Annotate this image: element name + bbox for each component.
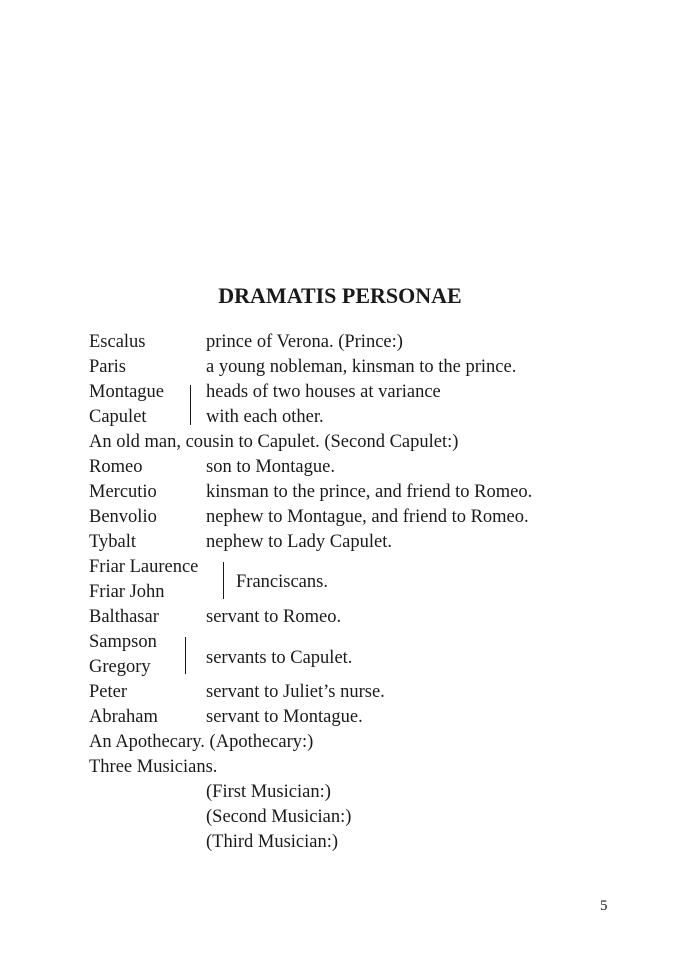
- character-description: nephew to Montague, and friend to Romeo.: [206, 507, 529, 527]
- grouping-bracket: [185, 637, 186, 674]
- character-description: son to Montague.: [206, 457, 335, 477]
- character-name: Friar John: [89, 582, 165, 602]
- character-name: Balthasar: [89, 607, 159, 627]
- character-name: Sampson: [89, 632, 157, 652]
- character-name: Paris: [89, 357, 126, 377]
- character-description: servant to Romeo.: [206, 607, 342, 627]
- page-title: DRAMATIS PERSONAE: [218, 283, 462, 308]
- character-description: a young nobleman, kinsman to the prince.: [206, 357, 517, 377]
- grouping-bracket: [223, 562, 224, 599]
- character-line: An Apothecary. (Apothecary:): [89, 732, 314, 752]
- character-name: Abraham: [89, 707, 158, 727]
- character-name: Benvolio: [89, 507, 157, 527]
- character-description: Franciscans.: [236, 572, 328, 592]
- character-name: Romeo: [89, 457, 143, 477]
- character-name: Tybalt: [89, 532, 136, 552]
- character-description: servant to Montague.: [206, 707, 363, 727]
- character-name: Friar Laurence: [89, 557, 199, 577]
- character-line: Three Musicians.: [89, 757, 218, 777]
- character-description: heads of two houses at variance: [206, 382, 441, 402]
- character-name: Mercutio: [89, 482, 157, 502]
- musician-part: (First Musician:): [206, 782, 331, 802]
- character-description: with each other.: [206, 407, 324, 427]
- character-name: Escalus: [89, 332, 146, 352]
- page-number: 5: [600, 898, 608, 914]
- character-description: nephew to Lady Capulet.: [206, 532, 392, 552]
- character-description: kinsman to the prince, and friend to Romeo.: [206, 482, 533, 502]
- character-name: Gregory: [89, 657, 151, 677]
- character-description: servant to Juliet’s nurse.: [206, 682, 385, 702]
- character-name: Montague: [89, 382, 165, 402]
- character-line: An old man, cousin to Capulet. (Second Capulet:): [89, 432, 459, 452]
- musician-part: (Third Musician:): [206, 832, 339, 852]
- character-name: Capulet: [89, 407, 147, 427]
- grouping-bracket: [190, 385, 191, 425]
- character-description: prince of Verona. (Prince:): [206, 332, 403, 352]
- character-name: Peter: [89, 682, 128, 702]
- musician-part: (Second Musician:): [206, 807, 352, 827]
- character-description: servants to Capulet.: [206, 648, 353, 668]
